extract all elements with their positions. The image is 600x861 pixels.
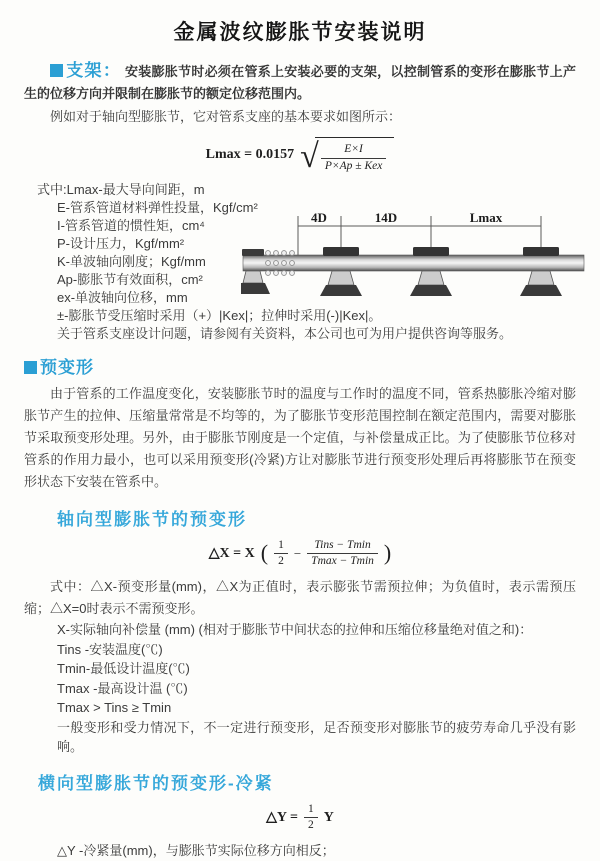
pipe-support-diagram: [241, 209, 586, 309]
axial-item: Tmax -最高设计温 (℃): [57, 680, 188, 696]
sqrt-radical-icon: √: [300, 137, 319, 175]
definitions-and-diagram: [24, 181, 576, 343]
guide-support-icon: [320, 247, 362, 296]
dimension-label-4d: 4D: [311, 209, 327, 225]
axial-item: X-实际轴向补偿量 (mm) (相对于膨胀节中间状态的拉伸和压缩位移量绝对值之和)：: [57, 622, 533, 638]
support-example-line: 例如对于轴向型膨胀节，它对管系支座的基本要求如图所示：: [50, 109, 402, 124]
lateral-subsection-heading: 横向型膨胀节的预变形-冷紧: [38, 773, 274, 793]
dimension-label-lmax: Lmax: [469, 209, 503, 225]
axial-item: Tmax > Tins ≥ Tmin: [57, 700, 172, 716]
definition-line: 式中:Lmax-最大导向间距，m: [37, 181, 205, 197]
definition-line: K-单波轴向刚度；Kgf/mm: [57, 253, 206, 269]
definition-line: ex-单波轴向位移，mm: [57, 289, 188, 305]
lateral-note-line: △Y -冷紧量(mm)，与膨胀节实际位移方向相反；: [57, 843, 335, 859]
definition-line: ±-膨胀节受压缩时采用（+）|Kex|；拉伸时采用(-)|Kex|。: [57, 307, 382, 323]
support-intro-text: 安装膨胀节时必须在管系上安装必要的支架，以控制管系的变形在膨胀节上产生的位移方向并限制在膨胀节的额定位移范围内。: [24, 64, 576, 101]
formula-lmax: [24, 137, 576, 174]
guide-support-icon: [520, 247, 562, 296]
formula-axial-predeform: △X = X ( $\frac{1}{2}$ − $\frac{\text{Tins − Tmin}}{Tmax - Tmin}$ ): [208, 538, 392, 568]
dimension-label-14d: 14D: [374, 209, 398, 225]
definition-line: P-设计压力，Kgf/mm²: [57, 235, 185, 251]
temperature-fraction: $\frac{\text{Tins − Tmin}}{Tmax - Tmin}$: [307, 539, 378, 570]
definition-line: I-管系管道的惯性矩，cm⁴: [57, 217, 205, 233]
section-square-icon: [50, 64, 63, 77]
axial-subsection-heading: 轴向型膨胀节的预变形: [57, 509, 247, 529]
formula-lateral-coldpull: △Y = $\frac{1}{2}$ Y: [266, 802, 334, 832]
axial-item: 一般变形和受力情况下，不一定进行预变形，足否预变形对膨胀节的疲劳寿命几乎没有影响。: [57, 719, 576, 755]
axial-explain-paragraph: 式中：△X-预变形量(mm)，△X为正值时，表示膨张节需预拉伸；为负值时，表示需预压缩；△X=0时表示不需预变形。: [24, 579, 576, 617]
one-half-fraction: $\frac{1}{2}$: [274, 539, 288, 570]
definition-line: Ap-膨胀节有效面积，cm²: [57, 271, 203, 287]
section-square-icon: [24, 361, 37, 374]
guide-support-icon: [410, 247, 452, 296]
page-title: 金属波纹膨胀节安装说明: [173, 21, 427, 44]
support-closing-line: 关于管系支座设计问题，请参阅有关资料，本公司也可为用户提供咨询等服务。: [57, 325, 513, 341]
axial-item: Tins -安装温度(℃): [57, 641, 163, 657]
definition-line: E-管系管道材料弹性投量，Kgf/cm²: [57, 199, 258, 215]
one-half-fraction: $\frac{1}{2}$: [304, 803, 318, 834]
predeform-section-heading: 预变形: [24, 353, 576, 378]
axial-item: Tmin-最低设计温度(℃): [57, 661, 190, 677]
formula-lmax-lhs: Lmax = 0.0157: [205, 147, 295, 163]
support-intro-paragraph: [24, 60, 576, 105]
predeform-paragraph: 由于管系的工作温度变化，安装膨胀节时的温度与工作时的温度不同，管系热膨胀冷缩对膨胀节产生的拉伸、压缩量常常是不均等的，为了膨胀节变形范围控制在额定范围内，需要对膨胀节采取预变形处理。另外，由于膨胀节刚度是一个定值，与补偿量成正比。为了使膨胀节位移对管系的作用力最小，也可以采用预变形(冷紧)方让对膨胀节进行预变形处理后再将膨胀节在预变形状态下安装在管系中。: [24, 385, 576, 489]
sqrt-expression: [300, 137, 394, 174]
support-section-heading: 支架：: [66, 61, 122, 80]
formula-lmax-fraction: $\frac{E\times I}{\text{P×Ap ± Kex}}$: [321, 143, 387, 174]
